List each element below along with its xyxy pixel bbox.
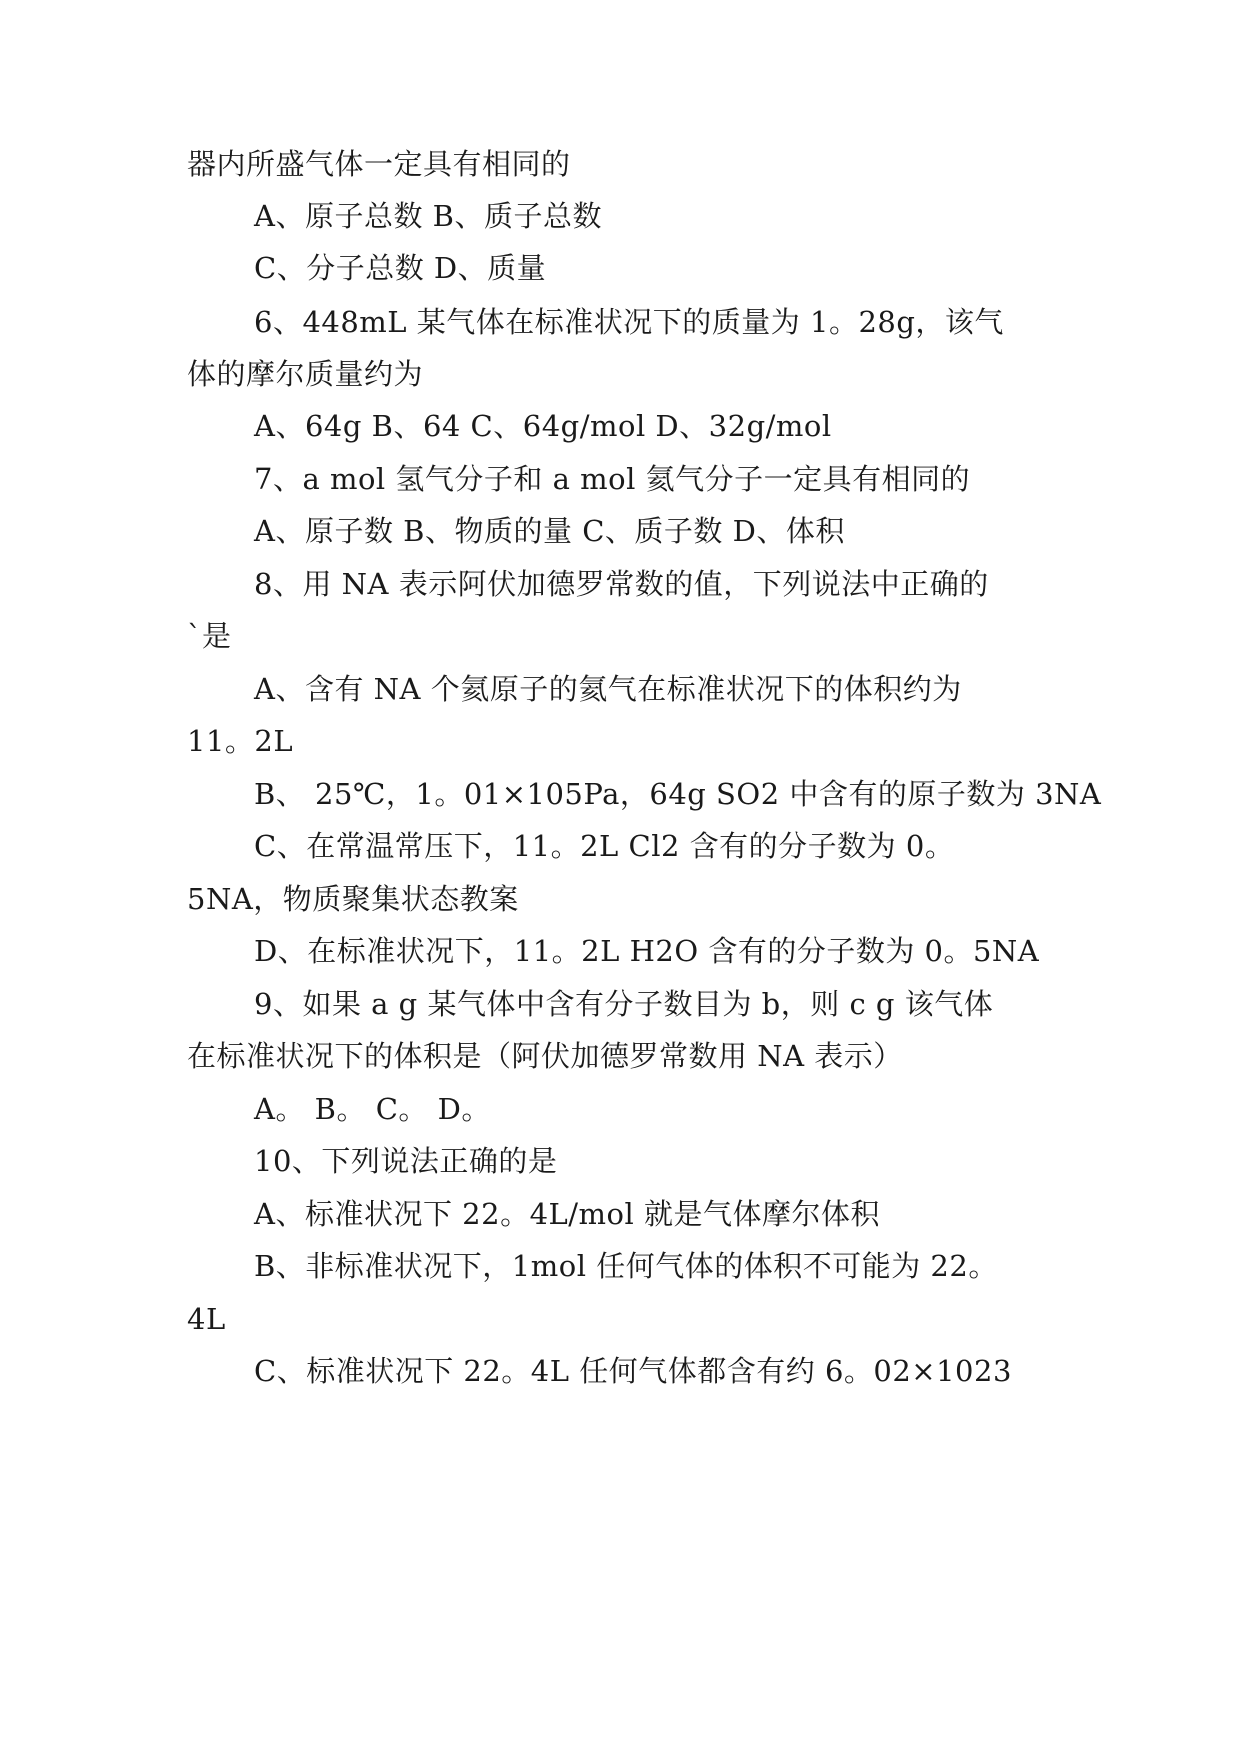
text-line: C、标准状况下 22。4L 任何气体都含有约 6。02×1023 xyxy=(254,1354,1012,1388)
text-line: B、非标准状况下，1mol 任何气体的体积不可能为 22。 xyxy=(254,1249,998,1283)
text-line: C、在常温常压下，11。2L Cl2 含有的分子数为 0。 xyxy=(254,829,955,863)
text-line: 10、下列说法正确的是 xyxy=(254,1144,558,1178)
text-line: 9、如果 a g 某气体中含有分子数目为 b，则 c g 该气体 xyxy=(254,987,994,1021)
text-line: 7、a mol 氢气分子和 a mol 氦气分子一定具有相同的 xyxy=(254,462,971,496)
text-line: A、含有 NA 个氦原子的氦气在标准状况下的体积约为 xyxy=(254,672,962,706)
text-line: 器内所盛气体一定具有相同的 xyxy=(187,147,571,181)
text-line: C、分子总数 D、质量 xyxy=(254,251,547,285)
text-line: `是 xyxy=(187,619,232,653)
text-line: D、在标准状况下，11。2L H2O 含有的分子数为 0。5NA xyxy=(254,934,1040,968)
text-line: A。 B。 C。 D。 xyxy=(254,1092,491,1126)
text-line: 4L xyxy=(187,1302,226,1336)
text-line: B、 25℃，1。01×105Pa，64g SO2 中含有的原子数为 3NA xyxy=(254,777,1102,811)
text-line: A、64g B、64 C、64g/mol D、32g/mol xyxy=(254,409,832,443)
text-line: 体的摩尔质量约为 xyxy=(187,357,424,391)
text-line: A、原子总数 B、质子总数 xyxy=(254,199,602,233)
text-line: 6、448mL 某气体在标准状况下的质量为 1。28g，该气 xyxy=(254,305,1004,339)
text-line: 5NA，物质聚集状态教案 xyxy=(187,882,519,916)
text-line: 8、用 NA 表示阿伏加德罗常数的值，下列说法中正确的 xyxy=(254,567,989,601)
text-line: 11。2L xyxy=(187,724,294,758)
text-line: A、原子数 B、物质的量 C、质子数 D、体积 xyxy=(254,514,845,548)
text-line: A、标准状况下 22。4L/mol 就是气体摩尔体积 xyxy=(254,1197,880,1231)
text-line: 在标准状况下的体积是（阿伏加德罗常数用 NA 表示） xyxy=(187,1039,903,1073)
